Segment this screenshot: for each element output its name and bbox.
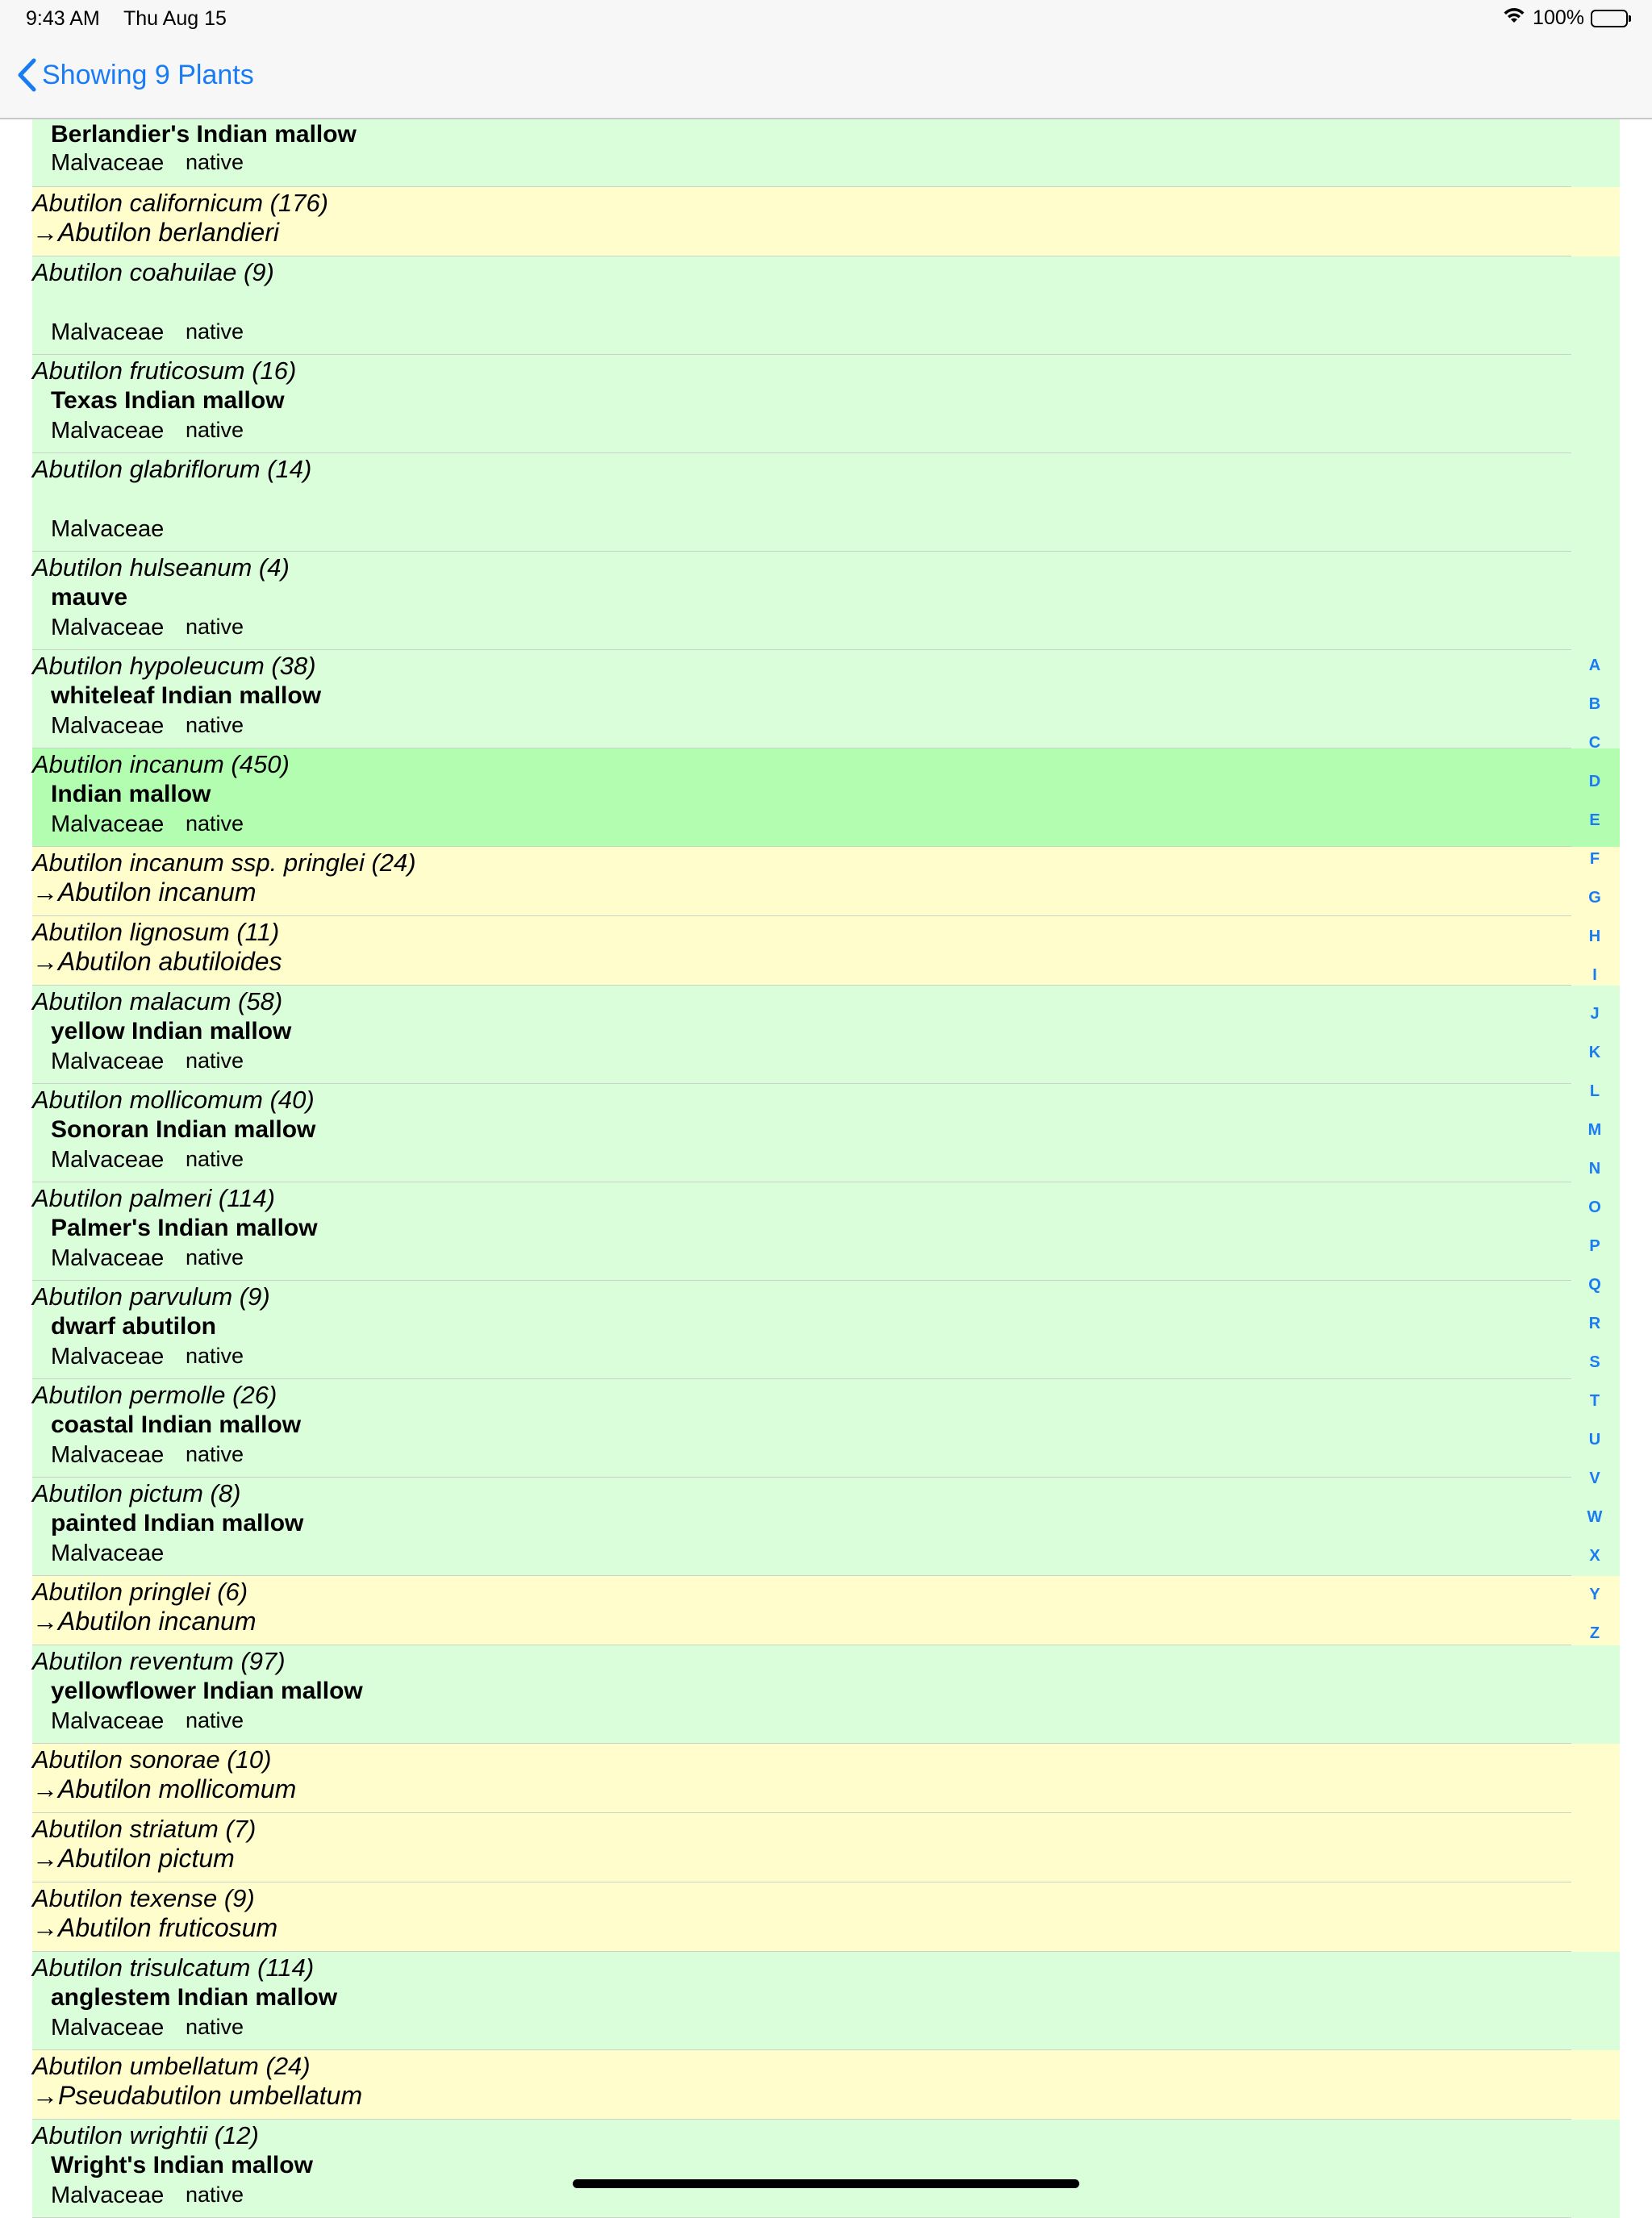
species-row[interactable] xyxy=(32,1379,1620,1478)
index-letter-i[interactable]: I xyxy=(1592,966,1597,984)
common-name: Indian mallow xyxy=(51,781,211,807)
species-row[interactable] xyxy=(32,355,1620,453)
common-name: coastal Indian mallow xyxy=(51,1411,302,1438)
common-name: Berlandier's Indian mallow xyxy=(51,121,357,148)
scientific-name: Abutilon hypoleucum (38) xyxy=(32,652,316,680)
native-status: native xyxy=(186,319,244,344)
family-name: Malvaceae xyxy=(51,2183,165,2208)
native-status: native xyxy=(186,1147,244,1171)
synonym-target: →Abutilon incanum xyxy=(32,1607,257,1636)
index-letter-b[interactable]: B xyxy=(1588,695,1601,713)
scientific-name: Abutilon palmeri (114) xyxy=(32,1184,275,1212)
synonym-target: →Abutilon incanum xyxy=(32,878,257,907)
common-name: anglestem Indian mallow xyxy=(51,1984,338,2011)
species-row[interactable] xyxy=(32,1281,1620,1379)
index-letter-x[interactable]: X xyxy=(1589,1547,1600,1565)
family-name: Malvaceae xyxy=(51,516,165,542)
species-row[interactable] xyxy=(32,453,1620,552)
family-name: Malvaceae xyxy=(51,811,165,837)
plant-list[interactable] xyxy=(32,119,1620,2208)
index-letter-m[interactable]: M xyxy=(1587,1121,1602,1139)
common-name: Palmer's Indian mallow xyxy=(51,1215,318,1241)
native-status: native xyxy=(186,2015,244,2039)
scientific-name: Abutilon striatum (7) xyxy=(32,1815,257,1843)
index-letter-c[interactable]: C xyxy=(1588,734,1601,752)
index-letter-j[interactable]: J xyxy=(1590,1005,1600,1023)
index-letter-v[interactable]: V xyxy=(1589,1470,1600,1487)
scientific-name: Abutilon wrightii (12) xyxy=(32,2121,259,2149)
scientific-name: Abutilon fruticosum (16) xyxy=(32,356,297,385)
species-row[interactable] xyxy=(32,1084,1620,1182)
index-letter-g[interactable]: G xyxy=(1588,889,1601,907)
status-right xyxy=(1502,6,1628,30)
navigation-bar xyxy=(0,39,1652,119)
scientific-name: Abutilon sonorae (10) xyxy=(32,1745,272,1774)
species-row[interactable] xyxy=(32,1182,1620,1281)
status-bar xyxy=(0,0,1652,39)
common-name: Texas Indian mallow xyxy=(51,387,285,414)
common-name: yellow Indian mallow xyxy=(51,1018,292,1044)
family-name: Malvaceae xyxy=(51,1245,165,1271)
species-row[interactable] xyxy=(32,2120,1620,2218)
synonym-target: →Pseudabutilon umbellatum xyxy=(32,2081,363,2110)
synonym-target: →Abutilon mollicomum xyxy=(32,1774,297,1803)
family-name: Malvaceae xyxy=(51,713,165,739)
family-name: Malvaceae xyxy=(51,1344,165,1370)
synonym-row[interactable] xyxy=(32,187,1620,256)
native-status: native xyxy=(186,2183,244,2207)
index-letter-y[interactable]: Y xyxy=(1589,1586,1600,1603)
alphabet-index[interactable] xyxy=(1581,653,1608,1660)
species-row[interactable] xyxy=(32,119,1620,187)
family-name: Malvaceae xyxy=(51,1049,165,1074)
species-row[interactable] xyxy=(32,1645,1620,1744)
scientific-name: Abutilon mollicomum (40) xyxy=(32,1086,315,1114)
synonym-target: →Abutilon berlandieri xyxy=(32,218,279,247)
status-time: 9:43 AM xyxy=(26,7,100,30)
scientific-name: Abutilon reventum (97) xyxy=(32,1647,286,1675)
index-letter-o[interactable]: O xyxy=(1588,1199,1601,1216)
scientific-name: Abutilon trisulcatum (114) xyxy=(32,1953,315,1982)
common-name: Wright's Indian mallow xyxy=(51,2152,313,2178)
common-name: yellowflower Indian mallow xyxy=(51,1678,363,1704)
scientific-name: Abutilon lignosum (11) xyxy=(32,918,280,946)
family-name: Malvaceae xyxy=(51,418,165,444)
synonym-row[interactable] xyxy=(32,916,1620,986)
species-row[interactable] xyxy=(32,986,1620,1084)
species-row[interactable] xyxy=(32,256,1620,355)
synonym-target: →Abutilon abutiloides xyxy=(32,947,282,976)
index-letter-q[interactable]: Q xyxy=(1588,1276,1601,1294)
synonym-row[interactable] xyxy=(32,847,1620,916)
battery-percent: 100% xyxy=(1533,6,1584,29)
family-name: Malvaceae xyxy=(51,319,165,345)
status-date: Thu Aug 15 xyxy=(123,7,227,30)
native-status: native xyxy=(186,811,244,836)
species-row[interactable] xyxy=(32,552,1620,650)
family-name: Malvaceae xyxy=(51,1541,165,1566)
family-name: Malvaceae xyxy=(51,150,165,176)
scientific-name: Abutilon glabriflorum (14) xyxy=(32,455,312,483)
scientific-name: Abutilon texense (9) xyxy=(32,1884,255,1912)
common-name: Sonoran Indian mallow xyxy=(51,1116,316,1143)
common-name: painted Indian mallow xyxy=(51,1510,304,1536)
native-status: native xyxy=(186,1708,244,1732)
scientific-name: Abutilon parvulum (9) xyxy=(32,1282,270,1311)
native-status: native xyxy=(186,615,244,639)
back-button-label: Showing 9 Plants xyxy=(42,59,254,90)
family-name: Malvaceae xyxy=(51,1147,165,1173)
native-status: native xyxy=(186,1245,244,1270)
index-letter-s[interactable]: S xyxy=(1589,1353,1600,1371)
scientific-name: Abutilon incanum (450) xyxy=(32,750,290,778)
native-status: native xyxy=(186,1442,244,1466)
index-letter-a[interactable]: A xyxy=(1588,657,1601,674)
scientific-name: Abutilon incanum ssp. pringlei (24) xyxy=(32,848,416,877)
back-button[interactable] xyxy=(16,58,254,92)
index-letter-f[interactable]: F xyxy=(1589,850,1600,868)
synonym-row[interactable] xyxy=(32,1576,1620,1645)
chevron-left-icon xyxy=(16,58,37,92)
native-status: native xyxy=(186,150,244,174)
scientific-name: Abutilon coahuilae (9) xyxy=(32,258,274,286)
synonym-row[interactable] xyxy=(32,1813,1620,1882)
species-row[interactable] xyxy=(32,1478,1620,1576)
battery-icon xyxy=(1591,10,1628,27)
native-status: native xyxy=(186,1049,244,1073)
species-row[interactable] xyxy=(32,650,1620,748)
home-indicator[interactable] xyxy=(573,2179,1079,2188)
index-letter-d[interactable]: D xyxy=(1588,773,1601,790)
index-letter-z[interactable]: Z xyxy=(1589,1624,1600,1642)
index-letter-e[interactable]: E xyxy=(1589,811,1600,829)
common-name: mauve xyxy=(51,584,128,611)
wifi-icon xyxy=(1502,6,1526,30)
scientific-name: Abutilon malacum (58) xyxy=(32,987,283,1015)
index-letter-n[interactable]: N xyxy=(1588,1160,1601,1178)
index-letter-r[interactable]: R xyxy=(1588,1315,1601,1332)
index-letter-p[interactable]: P xyxy=(1589,1237,1600,1255)
synonym-row[interactable] xyxy=(32,2050,1620,2120)
family-name: Malvaceae xyxy=(51,1708,165,1734)
scientific-name: Abutilon permolle (26) xyxy=(32,1381,277,1409)
native-status: native xyxy=(186,418,244,442)
scientific-name: Abutilon pringlei (6) xyxy=(32,1578,248,1606)
species-row-selected[interactable] xyxy=(32,748,1620,847)
index-letter-w[interactable]: W xyxy=(1587,1508,1603,1526)
common-name: whiteleaf Indian mallow xyxy=(51,682,322,709)
index-letter-u[interactable]: U xyxy=(1588,1431,1601,1449)
synonym-row[interactable] xyxy=(32,1744,1620,1813)
scientific-name: Abutilon pictum (8) xyxy=(32,1479,241,1507)
native-status: native xyxy=(186,713,244,737)
index-letter-l[interactable]: L xyxy=(1589,1082,1600,1100)
index-letter-h[interactable]: H xyxy=(1588,928,1601,945)
family-name: Malvaceae xyxy=(51,2015,165,2041)
scientific-name: Abutilon californicum (176) xyxy=(32,189,329,217)
synonym-target: →Abutilon pictum xyxy=(32,1844,235,1873)
synonym-target: →Abutilon fruticosum xyxy=(32,1913,278,1942)
family-name: Malvaceae xyxy=(51,1442,165,1468)
index-letter-k[interactable]: K xyxy=(1588,1044,1601,1061)
common-name: dwarf abutilon xyxy=(51,1313,216,1340)
species-row[interactable] xyxy=(32,1952,1620,2050)
scientific-name: Abutilon umbellatum (24) xyxy=(32,2052,311,2080)
synonym-row[interactable] xyxy=(32,1882,1620,1952)
family-name: Malvaceae xyxy=(51,615,165,640)
index-letter-t[interactable]: T xyxy=(1589,1392,1600,1410)
scientific-name: Abutilon hulseanum (4) xyxy=(32,553,290,582)
native-status: native xyxy=(186,1344,244,1368)
